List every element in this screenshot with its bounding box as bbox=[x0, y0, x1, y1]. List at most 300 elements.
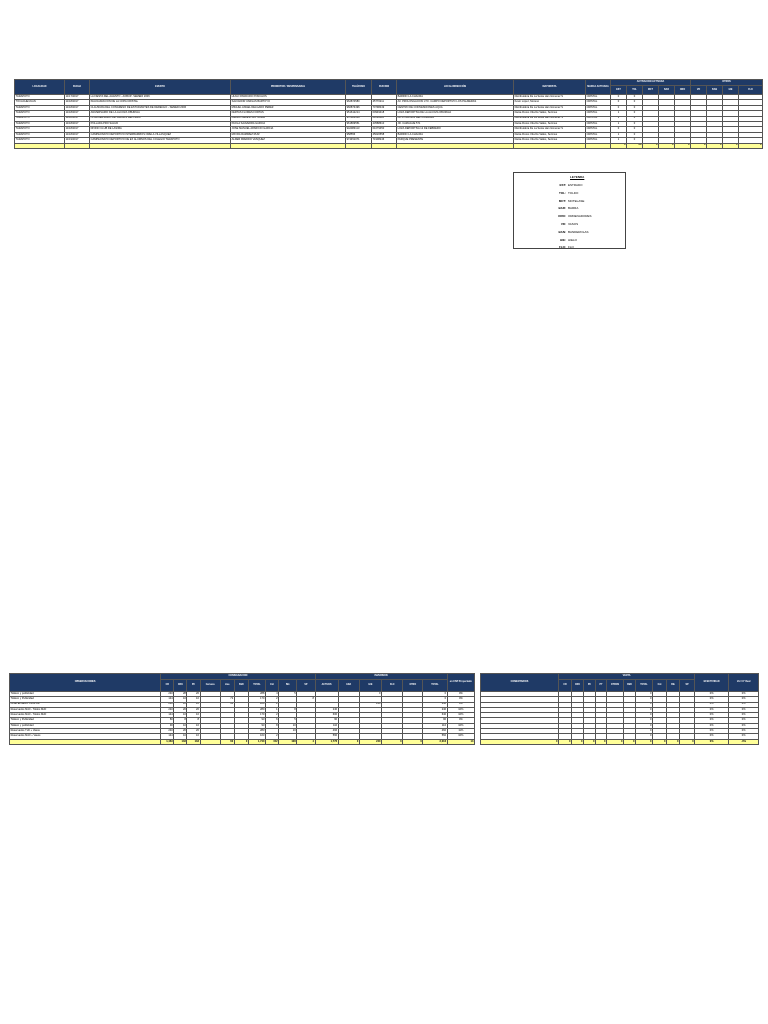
legend-code: VD: bbox=[560, 222, 566, 226]
cell-venta: 0 bbox=[636, 697, 653, 702]
cell-total: 13 bbox=[447, 739, 474, 744]
cell-promotor: MAYRA RAMIREZ RUIZ bbox=[231, 132, 346, 137]
subcol-inv: HIE bbox=[359, 680, 381, 692]
cell-inv: 460 bbox=[423, 729, 447, 734]
cell-mayorista: Dania Flores Vda De Valles, Serimus bbox=[514, 138, 586, 143]
cell-consig: 8 bbox=[266, 723, 279, 728]
cell-consig: 2 bbox=[266, 702, 279, 707]
cell-venta: 0 bbox=[636, 692, 653, 697]
cell-total: 1,463 bbox=[161, 739, 174, 744]
subcol-mct: MCT bbox=[643, 86, 659, 95]
cell-fecha: 11/19/2017 bbox=[65, 138, 90, 143]
cell-total: -0% bbox=[729, 739, 759, 744]
cell-efectividad: 0% bbox=[695, 713, 729, 718]
cell-fecha: 11/18/2017 bbox=[65, 121, 90, 126]
cell-efectividad: 0% bbox=[695, 692, 729, 697]
col-rucdni: RUC/DNI bbox=[372, 80, 397, 95]
legend-label: TOLDO bbox=[568, 190, 579, 195]
cell-consig: 10 bbox=[187, 734, 200, 739]
cell-mayorista: Dania Flores Vda De Valles, Serimus bbox=[514, 111, 586, 116]
cell-total: 0 bbox=[624, 739, 636, 744]
cell-consig: 10 bbox=[174, 713, 187, 718]
cell-consig: 10 bbox=[187, 713, 200, 718]
cell-telefono: 961869551 bbox=[346, 121, 372, 126]
cell-rucdni: 00949418 bbox=[372, 111, 397, 116]
cell-consig: 93 bbox=[248, 723, 265, 728]
col-promotor: PROMOTOR / RESPONSABLE bbox=[231, 80, 346, 95]
cell-efectividad: 0% bbox=[695, 718, 729, 723]
cell-mayorista: Distribuidora De La Selva Han Gimenez S bbox=[514, 105, 586, 110]
cell-empty bbox=[397, 143, 514, 148]
cell-consig: 20 bbox=[187, 729, 200, 734]
cell-evento: CLAUSURA DEL CONGRESO DE ESTUDIANTES DE DERECHO - SEMEDI 2006 bbox=[90, 105, 231, 110]
legend-box bbox=[513, 172, 626, 249]
cell-consig: 8 bbox=[279, 707, 297, 712]
legend-code: TOL: bbox=[559, 190, 566, 195]
cell-inv: 0 bbox=[423, 697, 447, 702]
cell-consig: 28 bbox=[174, 692, 187, 697]
cell-inv: 90 bbox=[423, 718, 447, 723]
cell-consig: 1 bbox=[266, 707, 279, 712]
consignment-table bbox=[9, 673, 475, 745]
cell-vol: 0% bbox=[729, 713, 759, 718]
cell-consig: 144 bbox=[161, 697, 174, 702]
cell-consig: 144 bbox=[161, 734, 174, 739]
cell-marca: CRISTAL bbox=[586, 100, 611, 105]
cell-consig: 240 bbox=[161, 707, 174, 712]
subcol-oro: ORO bbox=[675, 86, 691, 95]
cell-vol: 0% bbox=[729, 718, 759, 723]
cell-fecha: 11/18/2017 bbox=[65, 100, 90, 105]
cell-consig: 10 bbox=[174, 723, 187, 728]
cell-total: 1,776 bbox=[315, 739, 338, 744]
cell-local: AV. PROLONGACIÓN LTO. CAMPO DEPORTIVO LOS PALMERAS bbox=[397, 100, 514, 105]
cell-marca: CRISTAL bbox=[586, 132, 611, 137]
col-localidad: LOCALIDAD bbox=[15, 80, 65, 95]
cell-localidad: TOCACHE/JUAN bbox=[15, 100, 65, 105]
subcol-consig: PC bbox=[187, 680, 200, 692]
cell-total: 0 bbox=[338, 739, 359, 744]
cell-count: 0 bbox=[627, 127, 643, 132]
legend-item bbox=[514, 230, 625, 238]
cell-consig: 72 bbox=[220, 697, 234, 702]
subcol-inv: TOTAL bbox=[423, 680, 447, 692]
cell-localidad: TARAPOTO bbox=[15, 121, 65, 126]
cell-observacion: Reservados MxD - Toldos MxD bbox=[10, 707, 161, 712]
cell-consig: 5 bbox=[279, 692, 297, 697]
cell-telefono: 958556 bbox=[346, 132, 372, 137]
totals-row bbox=[15, 143, 763, 148]
cell-count: 0 bbox=[627, 121, 643, 126]
cell-total: 0 bbox=[572, 739, 584, 744]
cell-fecha: 11/18/2017 bbox=[65, 132, 90, 137]
cell-promotor: JOSE MANUEL APARICIO GARCIA bbox=[231, 127, 346, 132]
cell-consig: 4 bbox=[266, 692, 279, 697]
cell-observacion: Reservados MxD + Vasos bbox=[10, 734, 161, 739]
cell-local: JR. CAMAGÜE 571 bbox=[397, 121, 514, 126]
cell-pct: 0% bbox=[447, 692, 474, 697]
cell-localidad: TARAPOTO bbox=[15, 95, 65, 100]
subcol-est: EST bbox=[611, 86, 627, 95]
group-activacion: ACTIVACIÓN ACTIVADA bbox=[611, 80, 691, 86]
col-csp: en CSP Proyectado bbox=[447, 674, 474, 692]
cell-total: 20 bbox=[627, 143, 643, 148]
col-mayorista: MAYORISTA bbox=[514, 80, 586, 95]
cell-rucdni: 01079450 bbox=[372, 127, 397, 132]
cell-empty bbox=[90, 143, 231, 148]
cell-count: 0 bbox=[611, 100, 627, 105]
cell-pct: 0% bbox=[447, 702, 474, 707]
cell-evento: DIVINO CLUB DE LASIMA bbox=[90, 127, 231, 132]
cell-inv: 466 bbox=[315, 729, 338, 734]
totals-row bbox=[481, 739, 759, 744]
cell-total: 1,740 bbox=[248, 739, 265, 744]
group-inversion: INVERSIÓN bbox=[315, 674, 447, 680]
cell-consig: 260 bbox=[248, 702, 265, 707]
cell-mayorista: Distribuidora De La Selva Han Gimenez S bbox=[514, 95, 586, 100]
cell-localidad: TARAPOTO bbox=[15, 132, 65, 137]
cell-marca: CRISTAL bbox=[586, 111, 611, 116]
legend-item bbox=[514, 206, 625, 214]
cell-total: 133 bbox=[187, 739, 200, 744]
cell-local: BARRIO LA CHACRA bbox=[397, 132, 514, 137]
subcol-venta: SP bbox=[680, 680, 695, 692]
cell-mayorista: Kevin López, Moreno bbox=[514, 100, 586, 105]
cell-consig: 10 bbox=[187, 702, 200, 707]
cell-vol: 0% bbox=[729, 723, 759, 728]
cell-observacion: Toldero y Publicidad bbox=[10, 718, 161, 723]
legend-label: BARRA bbox=[568, 206, 579, 211]
cell-fecha: 11/18/2017 bbox=[65, 127, 90, 132]
cell-total: 0 bbox=[659, 143, 675, 148]
cell-total: 4 bbox=[297, 739, 315, 744]
subcol-venta: Bik bbox=[667, 680, 680, 692]
subcol-ban: BAN bbox=[707, 86, 723, 95]
group-venta: VENTA bbox=[559, 674, 695, 680]
cell-localidad: TARAPOTO bbox=[15, 105, 65, 110]
cell-consig: 280 bbox=[248, 707, 265, 712]
cell-evento: CAMPEONATO DEPORTIVO INTERBARRIOS ORELA VILLASQUEZ bbox=[90, 132, 231, 137]
cell-rucdni: 01129495 bbox=[372, 116, 397, 121]
group-consignacion: CONSIGNACIÓN bbox=[161, 674, 315, 680]
cell-total: 0 bbox=[596, 739, 607, 744]
cell-observacion: Toldero y Publicidad bbox=[10, 697, 161, 702]
cell-vol: 0% bbox=[729, 697, 759, 702]
cell-vol: 0% bbox=[729, 707, 759, 712]
cell-consig: 283 bbox=[248, 729, 265, 734]
subcol-consig: Bik bbox=[279, 680, 297, 692]
cell-efectividad: 0% bbox=[695, 729, 729, 734]
cell-total: 0 bbox=[707, 143, 723, 148]
cell-total: 0 bbox=[653, 739, 667, 744]
cell-localidad: TARAPOTO bbox=[15, 111, 65, 116]
cell-telefono: 960873496 bbox=[346, 105, 372, 110]
cell-consig: 170 bbox=[248, 713, 265, 718]
cell-fecha: 11/18/2017 bbox=[65, 111, 90, 116]
cell-promotor: HUGO PANDURO PONCHOS bbox=[231, 95, 346, 100]
cell-inv: 560 bbox=[423, 734, 447, 739]
legend-label: VASOS bbox=[568, 222, 579, 226]
cell-consig: 288 bbox=[248, 692, 265, 697]
cell-marca: CRISTAL bbox=[586, 116, 611, 121]
subcol-consig: SP bbox=[297, 680, 315, 692]
cell-total: 0 bbox=[723, 143, 739, 148]
cell-inv: 240 bbox=[423, 702, 447, 707]
cell-count: 0 bbox=[627, 95, 643, 100]
cell-mayorista: Dania Flores Vda De Valles, Serimus bbox=[514, 132, 586, 137]
col-local: LOCAL/DIRECCIÓN bbox=[397, 80, 514, 95]
subcol-inv: ERA bbox=[338, 680, 359, 692]
subcol-venta: Cnt bbox=[653, 680, 667, 692]
events-table bbox=[14, 79, 763, 149]
legend-item bbox=[514, 245, 625, 253]
cell-evento: ANIVERSARIO DE LA ALCOZA OBURGIA bbox=[90, 111, 231, 116]
col-comentarios: COMENTARIOS bbox=[481, 674, 559, 692]
cell-total: 60 bbox=[220, 739, 234, 744]
legend-item bbox=[514, 191, 625, 199]
subcol-venta: PT bbox=[596, 680, 607, 692]
cell-count: 1 bbox=[611, 132, 627, 137]
cell-venta: 0 bbox=[636, 713, 653, 718]
col-telefono: TELÉFONO bbox=[346, 80, 372, 95]
legend-code: BAN: bbox=[558, 229, 566, 234]
cell-observacion: Reservados MxD - Toldos MxD bbox=[10, 713, 161, 718]
cell-empty bbox=[514, 143, 586, 148]
cell-total: 0 bbox=[559, 739, 572, 744]
cell-consig: 163 bbox=[248, 734, 265, 739]
cell-total: 0 bbox=[691, 143, 707, 148]
cell-empty bbox=[15, 143, 65, 148]
cell-inv: 240 bbox=[359, 702, 381, 707]
cell-consig: 10 bbox=[279, 723, 297, 728]
cell-total: 0 bbox=[607, 739, 624, 744]
cell-consig: 8 bbox=[187, 718, 200, 723]
cell-local: BARRIO LA CHACRA bbox=[397, 95, 514, 100]
subcol-vd: VD bbox=[691, 86, 707, 95]
cell-localidad: TARAPOTO bbox=[15, 127, 65, 132]
cell-count: 1 bbox=[611, 116, 627, 121]
cell-consig: 80 bbox=[161, 718, 174, 723]
cell-consig: 10 bbox=[174, 697, 187, 702]
cell-consig: 10 bbox=[174, 734, 187, 739]
cell-count: 0 bbox=[611, 95, 627, 100]
cell-promotor: SALVADOR VARGAS BARTOYO bbox=[231, 100, 346, 105]
subcol-bar: BAR bbox=[659, 86, 675, 95]
cell-observacion: Reservados TxD + Vasos bbox=[10, 729, 161, 734]
cell-local: LOZA DEPORTIVA DE LA ALCOZA OBURGIA bbox=[397, 111, 514, 116]
legend-item bbox=[514, 214, 625, 222]
cell-total: 152 bbox=[266, 739, 279, 744]
legend-label: HIELO bbox=[568, 237, 578, 242]
cell-venta: 0 bbox=[636, 734, 653, 739]
cell-inv: 240 bbox=[423, 707, 447, 712]
cell-total: 0 bbox=[643, 143, 659, 148]
cell-count: 1 bbox=[611, 138, 627, 143]
cell-consig: 240 bbox=[161, 702, 174, 707]
cell-inv: 110 bbox=[315, 723, 338, 728]
cell-inv: 0 bbox=[423, 692, 447, 697]
cell-localidad: TARAPOTO bbox=[15, 138, 65, 143]
cell-promotor: PAOLA SAAVEDRA GARCIA bbox=[231, 121, 346, 126]
cell-total: 0 bbox=[739, 143, 763, 148]
cell-consig: 5 bbox=[279, 718, 297, 723]
subcol-flo: FLO bbox=[739, 86, 763, 95]
cell-observacion: AVIEI.ELSEÑO CRISTAL bbox=[10, 702, 161, 707]
cell-consig: 170 bbox=[248, 697, 265, 702]
cell-empty bbox=[231, 143, 346, 148]
cell-consig: 20 bbox=[174, 729, 187, 734]
cell-total: 0 bbox=[667, 739, 680, 744]
legend-item bbox=[514, 199, 625, 207]
legend-item bbox=[514, 183, 625, 191]
col-marca: MARCA ACTIVADA bbox=[586, 80, 611, 95]
cell-local: PARQUE PRESENTE bbox=[397, 138, 514, 143]
cell-pct: 0% bbox=[447, 718, 474, 723]
subcol-consig: TOTAL bbox=[248, 680, 265, 692]
cell-consig: 60 bbox=[220, 702, 234, 707]
cell-total: 133 bbox=[174, 739, 187, 744]
cell-consig: 2 bbox=[266, 734, 279, 739]
cell-fecha: 11/17/2017 bbox=[65, 95, 90, 100]
legend-item bbox=[514, 222, 625, 230]
cell-mayorista: Distribuidora De La Selva Han Gimenez S bbox=[514, 127, 586, 132]
cell-pct: 0% bbox=[447, 697, 474, 702]
cell-empty bbox=[346, 143, 372, 148]
cell-consig: 90 bbox=[161, 723, 174, 728]
cell-efectividad: 0% bbox=[695, 697, 729, 702]
subcol-consig: Cnt bbox=[266, 680, 279, 692]
cell-count: 0 bbox=[627, 111, 643, 116]
cell-efectividad: 0% bbox=[695, 702, 729, 707]
cell-count: 1 bbox=[611, 111, 627, 116]
cell-pct: 10% bbox=[447, 723, 474, 728]
cell-telefono: 942083113 bbox=[346, 127, 372, 132]
cell-vol: 0% bbox=[729, 692, 759, 697]
cell-total: 108 bbox=[279, 739, 297, 744]
legend-code: FLO: bbox=[559, 245, 566, 250]
cell-marca: CRISTAL bbox=[586, 95, 611, 100]
cell-local: LOZA DEPORTIVA 12 DE FEBRERO bbox=[397, 127, 514, 132]
legend-code: BAR: bbox=[558, 206, 566, 211]
cell-marca: CRISTAL bbox=[586, 121, 611, 126]
subcol-venta: OTROS bbox=[607, 680, 624, 692]
cell-consig: 93 bbox=[248, 718, 265, 723]
cell-pct: 10% bbox=[447, 713, 474, 718]
cell-consig: 20 bbox=[187, 692, 200, 697]
cell-pct: 10% bbox=[447, 734, 474, 739]
cell-consig: 10 bbox=[279, 729, 297, 734]
cell-evento: IV ANIVERSARIO DE VARGAS DEL PERÚ bbox=[90, 116, 231, 121]
cell-count: 0 bbox=[627, 138, 643, 143]
subcol-consig: Cerveza bbox=[200, 680, 220, 692]
cell-inv: 110 bbox=[423, 723, 447, 728]
cell-efectividad: 0% bbox=[695, 707, 729, 712]
legend-label: ORDENADORES bbox=[568, 214, 592, 219]
cell-consig: 2 bbox=[266, 713, 279, 718]
cell-count: 0 bbox=[627, 100, 643, 105]
cell-rucdni: 43588610 bbox=[372, 121, 397, 126]
cell-inv: 90 bbox=[315, 718, 338, 723]
cell-vol: 0% bbox=[729, 729, 759, 734]
cell-total: 4 bbox=[611, 143, 627, 148]
cell-total: 0 bbox=[481, 739, 559, 744]
cell-rucdni: 45770211 bbox=[372, 100, 397, 105]
col-evento: EVENTO bbox=[90, 80, 231, 95]
cell-evento: CAMPEONATO DEPORTIVO DE EX ALUMNOS DEL COLEGIO TARAPOTO bbox=[90, 138, 231, 143]
cell-empty bbox=[65, 143, 90, 148]
cell-count: 0 bbox=[627, 116, 643, 121]
cell-venta: 0 bbox=[636, 723, 653, 728]
legend-label: ESTRADO bbox=[568, 183, 583, 187]
cell-total: 0 bbox=[636, 739, 653, 744]
legend-code: HIE: bbox=[560, 237, 566, 242]
cell-venta: 0 bbox=[636, 707, 653, 712]
legend-item bbox=[514, 238, 625, 246]
cell-rucdni: 45020558 bbox=[372, 132, 397, 137]
legend-code: EST: bbox=[559, 183, 566, 187]
cell-empty bbox=[372, 143, 397, 148]
subcol-inv: OTRO bbox=[403, 680, 423, 692]
cell-count: 0 bbox=[627, 132, 643, 137]
subcol-inv: FLO bbox=[382, 680, 403, 692]
cell-consig: 144 bbox=[161, 713, 174, 718]
subcol-venta: PC bbox=[584, 680, 596, 692]
cell-total: 0 bbox=[680, 739, 695, 744]
cell-observacion: Toldero y publicidad bbox=[10, 723, 161, 728]
cell-efectividad: 0% bbox=[695, 734, 729, 739]
cell-efectividad: 0% bbox=[695, 723, 729, 728]
cell-consig: 8 bbox=[174, 718, 187, 723]
cell-total: 0 bbox=[382, 739, 403, 744]
legend-code: ORO: bbox=[558, 214, 566, 219]
cell-total: 0 bbox=[584, 739, 596, 744]
cell-local: CENTRO DE CONVENCIONES AQUA bbox=[397, 105, 514, 110]
cell-pct: 11% bbox=[447, 729, 474, 734]
subcol-venta: BkD bbox=[624, 680, 636, 692]
cell-rucdni: 71908246 bbox=[372, 138, 397, 143]
cell-rucdni: 70798449 bbox=[372, 105, 397, 110]
subcol-inv: ACTIVAS bbox=[315, 680, 338, 692]
subcol-hie: HIE bbox=[723, 86, 739, 95]
cell-total: 0% bbox=[695, 739, 729, 744]
cell-telefono: 957806149 bbox=[346, 116, 372, 121]
cell-total: 2,016 bbox=[423, 739, 447, 744]
cell-total: 0 bbox=[234, 739, 248, 744]
legend-title: LEYENDA bbox=[570, 175, 585, 179]
cell-venta: 0 bbox=[636, 729, 653, 734]
cell-promotor: ALDER FREDDO VASQUEZ bbox=[231, 138, 346, 143]
cell-total: 0 bbox=[403, 739, 423, 744]
cell-telefono: 962874580 bbox=[346, 100, 372, 105]
cell-empty bbox=[10, 739, 161, 744]
cell-consig: 10 bbox=[187, 697, 200, 702]
cell-mayorista: Distribuidora De La Selva Han Gimenez S bbox=[514, 116, 586, 121]
cell-inv: 640 bbox=[423, 713, 447, 718]
cell-empty bbox=[586, 143, 611, 148]
cell-inv: 0 bbox=[359, 692, 381, 697]
cell-consig: 2 bbox=[266, 697, 279, 702]
cell-venta: 0 bbox=[636, 718, 653, 723]
cell-consig: 6 bbox=[266, 718, 279, 723]
legend-label: FLO bbox=[568, 245, 574, 250]
cell-consig: 8 bbox=[297, 697, 315, 702]
cell-fecha: 11/18/2017 bbox=[65, 116, 90, 121]
cell-evento: INAUGURACIÓN DE LA COPA CRISTAL bbox=[90, 100, 231, 105]
cell-count: 0 bbox=[611, 127, 627, 132]
legend-label: BANDEROLAS bbox=[568, 229, 589, 234]
cell-mayorista: Dania Flores Vda De Valles, Serimus bbox=[514, 121, 586, 126]
cell-total bbox=[200, 739, 220, 744]
